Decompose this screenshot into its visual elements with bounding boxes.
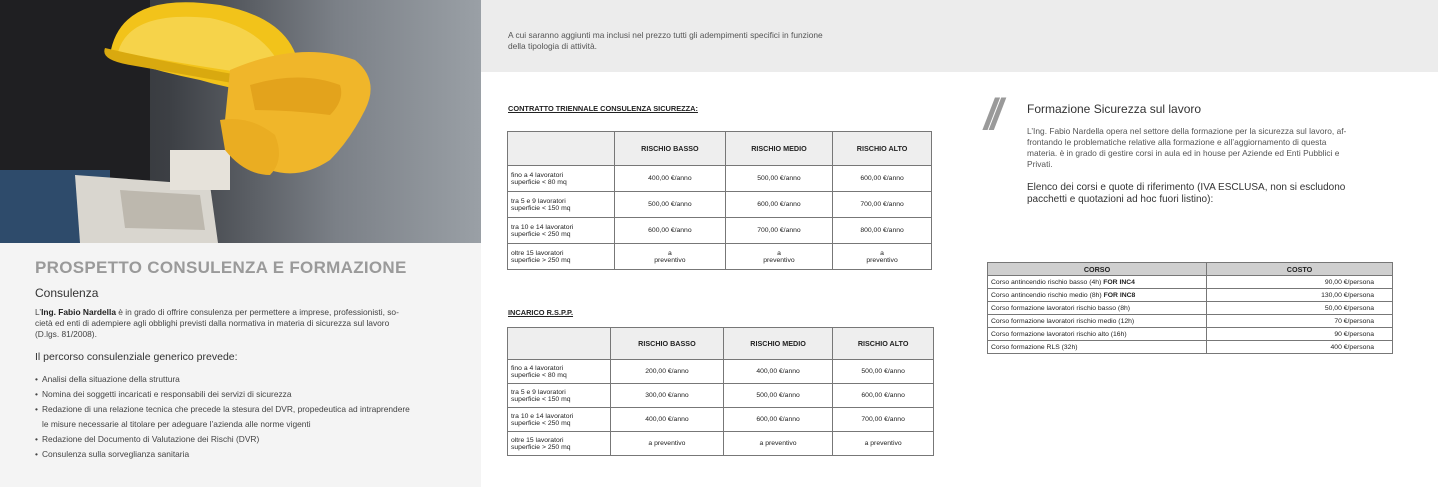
table2-title: INCARICO R.S.P.P.: [508, 308, 574, 317]
list-item: • Redazione di una relazione tecnica che precede la stesura del DVR, propedeutica ad intraprendere: [35, 402, 465, 417]
band-line1: A cui saranno aggiunti ma inclusi nel prezzo tutti gli adempimenti specifici in funzione: [508, 30, 823, 40]
corso-code: FOR INC8: [1103, 291, 1136, 299]
cell: 500,00 €/anno: [615, 192, 726, 218]
cell: 800,00 €/anno: [833, 218, 932, 244]
cell: 700,00 €/anno: [725, 218, 832, 244]
row-label-line1: tra 5 e 9 lavoratori: [511, 197, 566, 205]
col-header: RISCHIO ALTO: [833, 132, 932, 166]
row-label-line1: oltre 15 lavoratori: [511, 249, 564, 257]
cell-costo: 70 €/persona: [1207, 315, 1393, 328]
row-label-line2: superficie < 250 mq: [511, 230, 571, 238]
row-label-line2: superficie < 80 mq: [511, 178, 567, 186]
cell-corso: [988, 276, 1207, 289]
table-row: [508, 218, 932, 244]
table-row: [988, 341, 1393, 354]
cell: [725, 244, 832, 270]
cell-corso: Corso formazione lavoratori rischio alto (16h): [988, 328, 1207, 341]
row-label-line2: superficie > 250 mq: [511, 443, 571, 451]
consulenza-heading: Consulenza: [35, 286, 99, 300]
cell: 700,00 €/anno: [833, 192, 932, 218]
form-line2: frontando le problematiche relative alla formazione e all’aggiornamento di questa: [1027, 137, 1327, 147]
table1-title: CONTRATTO TRIENNALE CONSULENZA SICUREZZA:: [508, 104, 698, 113]
cell-costo: 90,00 €/persona: [1207, 276, 1393, 289]
cell: 500,00 €/anno: [723, 384, 832, 408]
cell: 400,00 €/anno: [615, 166, 726, 192]
row-label: [508, 166, 615, 192]
intro-prefix: L’: [35, 307, 42, 317]
formazione-heading: Formazione Sicurezza sul lavoro: [1027, 102, 1202, 116]
elenco-line1: Elenco dei corsi e quote di riferimento (IVA ESCLUSA, non si escludono: [1027, 182, 1346, 193]
table-row: [508, 360, 934, 384]
table-corsi: [987, 262, 1393, 354]
cell: a preventivo: [611, 432, 724, 456]
row-label: [508, 408, 611, 432]
intro-name: Ing. Fabio Nardella: [41, 307, 116, 317]
list-item-continuation: le misure necessarie al titolare per adeguare l’azienda alle norme vigenti: [42, 419, 311, 429]
hero-photo: [0, 0, 481, 243]
row-label-line2: superficie < 250 mq: [511, 419, 571, 427]
formazione-paragraph: [1027, 126, 1402, 170]
form-line1: L’Ing. Fabio Nardella opera nel settore della formazione per la sicurezza sul lavoro, af-: [1027, 126, 1347, 136]
cell-costo: 50,00 €/persona: [1207, 302, 1393, 315]
row-label-line1: tra 5 e 9 lavoratori: [511, 388, 566, 396]
elenco-line2: pacchetti e quotazioni ad hoc fuori listino):: [1027, 194, 1214, 205]
table-incarico-rspp: [507, 327, 934, 456]
col-header: RISCHIO MEDIO: [725, 132, 832, 166]
row-label: [508, 384, 611, 408]
col-header: RISCHIO ALTO: [833, 328, 934, 360]
row-label: [508, 432, 611, 456]
col-header: CORSO: [988, 263, 1207, 276]
table-row: [988, 276, 1393, 289]
cell-line2: preventivo: [763, 256, 795, 264]
quote-mark-icon: //: [984, 90, 997, 139]
page-title: PROSPETTO CONSULENZA E FORMAZIONE: [35, 258, 407, 277]
cell: [615, 244, 726, 270]
row-label-line2: superficie < 150 mq: [511, 395, 571, 403]
cell-costo: 130,00 €/persona: [1207, 289, 1393, 302]
helmet-worker-illustration: [0, 0, 481, 243]
cell: [833, 244, 932, 270]
list-item: • Nomina dei soggetti incaricati e responsabili dei servizi di sicurezza: [35, 387, 465, 402]
band-text: [508, 30, 868, 52]
cell-costo: 400 €/persona: [1207, 341, 1393, 354]
elenco-heading: [1027, 182, 1397, 206]
row-label-line1: fino a 4 lavoratori: [511, 364, 564, 372]
table-row: [988, 328, 1393, 341]
row-label-line1: tra 10 e 14 lavoratori: [511, 223, 574, 231]
cell: 500,00 €/anno: [725, 166, 832, 192]
col-header: RISCHIO BASSO: [611, 328, 724, 360]
row-label: [508, 244, 615, 270]
row-label-line2: superficie < 80 mq: [511, 371, 567, 379]
percorso-heading: Il percorso consulenziale generico prevede:: [35, 351, 238, 363]
list-item: • Consulenza sulla sorveglianza sanitaria: [35, 447, 465, 462]
cell: 600,00 €/anno: [725, 192, 832, 218]
table-row: [508, 166, 932, 192]
row-label-line1: fino a 4 lavoratori: [511, 171, 564, 179]
cell: 600,00 €/anno: [833, 384, 934, 408]
cell-line1: a: [777, 249, 781, 257]
corso-name: Corso antincendio rischio medio (8h): [991, 291, 1104, 299]
cell: 300,00 €/anno: [611, 384, 724, 408]
cell-line1: a: [668, 249, 672, 257]
row-label: [508, 360, 611, 384]
table-corner: [508, 132, 615, 166]
corso-code: FOR INC4: [1103, 278, 1135, 286]
band-line2: della tipologia di attività.: [508, 41, 597, 51]
cell-line1: a: [880, 249, 884, 257]
cell-line2: preventivo: [866, 256, 898, 264]
table-row: [508, 408, 934, 432]
cell-corso: Corso formazione lavoratori rischio medio (12h): [988, 315, 1207, 328]
form-line4: Privati.: [1027, 159, 1053, 169]
cell: 600,00 €/anno: [615, 218, 726, 244]
row-label-line1: oltre 15 lavoratori: [511, 436, 564, 444]
col-header: COSTO: [1207, 263, 1393, 276]
cell: 600,00 €/anno: [833, 166, 932, 192]
cell-corso: Corso formazione RLS (32h): [988, 341, 1207, 354]
table-contratto-triennale: [507, 131, 932, 270]
cell: 200,00 €/anno: [611, 360, 724, 384]
intro-line3: (D.lgs. 81/2008).: [35, 329, 97, 339]
cell: 400,00 €/anno: [611, 408, 724, 432]
row-label-line1: tra 10 e 14 lavoratori: [511, 412, 574, 420]
table-row: [988, 315, 1393, 328]
table-row: [508, 432, 934, 456]
cell: 400,00 €/anno: [723, 360, 832, 384]
table-row: [988, 289, 1393, 302]
intro-line1: è in grado di offrire consulenza per permettere a imprese, professionisti, so-: [115, 307, 399, 317]
percorso-list: [35, 372, 465, 462]
list-item: • Analisi della situazione della struttura: [35, 372, 465, 387]
cell-costo: 90 €/persona: [1207, 328, 1393, 341]
cell-corso: [988, 289, 1207, 302]
row-label-line2: superficie > 250 mq: [511, 256, 571, 264]
form-line3: materia. è in grado di gestire corsi in aula ed in house per Aziende ed Enti Pubblici e: [1027, 148, 1340, 158]
cell-corso: Corso formazione lavoratori rischio basso (8h): [988, 302, 1207, 315]
col-header: RISCHIO MEDIO: [723, 328, 832, 360]
cell: a preventivo: [723, 432, 832, 456]
list-item: • Redazione del Documento di Valutazione dei Rischi (DVR): [35, 432, 465, 447]
cell: a preventivo: [833, 432, 934, 456]
row-label-line2: superficie < 150 mq: [511, 204, 571, 212]
intro-line2: cietà ed enti di adempiere agli obblighi previsti dalla normativa in materia di sicurezza sul lavoro: [35, 318, 390, 328]
table-row: [508, 244, 932, 270]
table-corner: [508, 328, 611, 360]
cell: 500,00 €/anno: [833, 360, 934, 384]
table-row: [508, 192, 932, 218]
table-row: [508, 384, 934, 408]
row-label: [508, 192, 615, 218]
cell: 600,00 €/anno: [723, 408, 832, 432]
table-row: [988, 302, 1393, 315]
col-header: RISCHIO BASSO: [615, 132, 726, 166]
cell-line2: preventivo: [654, 256, 686, 264]
corso-name: Corso antincendio rischio basso (4h): [991, 278, 1104, 286]
row-label: [508, 218, 615, 244]
consulenza-intro: [35, 307, 455, 340]
cell: 700,00 €/anno: [833, 408, 934, 432]
